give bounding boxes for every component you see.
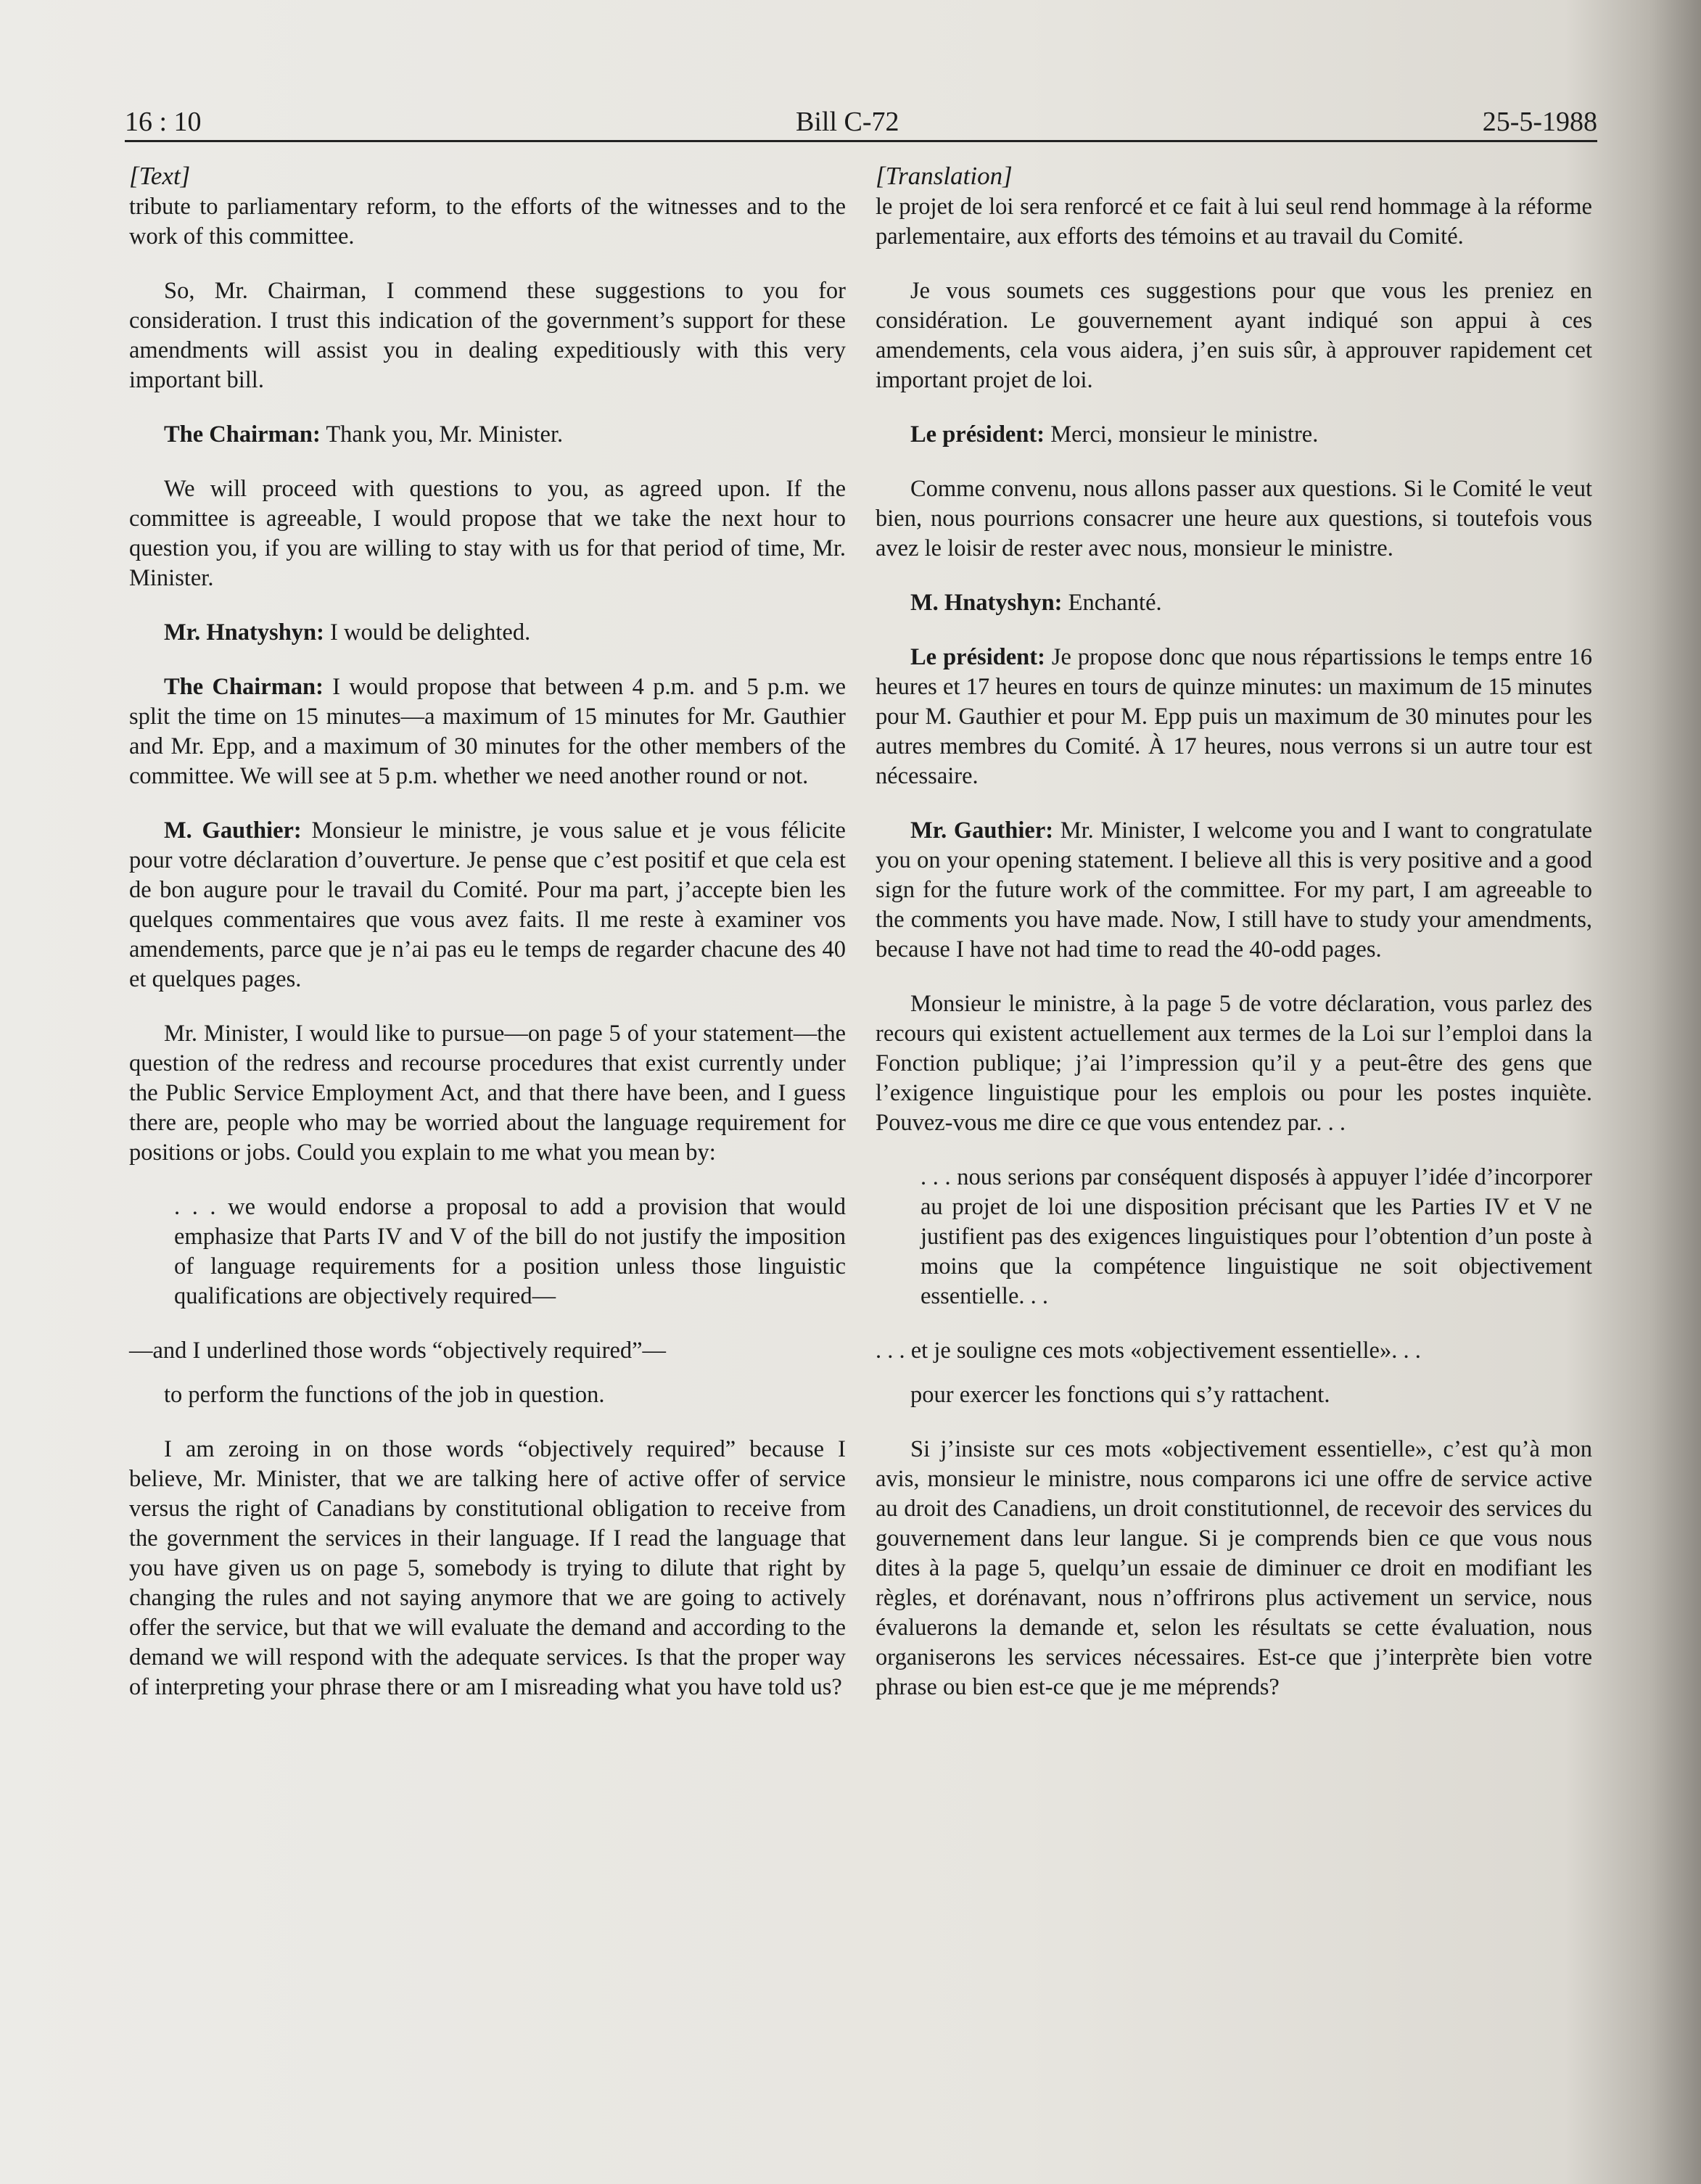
paragraph: —and I underlined those words “objectively required”—: [129, 1338, 667, 1364]
speech-text: I would propose that between 4 p.m. and 5 p.m. we split the time on 15 minutes—a maximum of 15 minutes for Mr. Gauthier and Mr. Epp, and a maximum of 30 minutes for the other members of the committee. We will see at 5 p.m. whether we need another round or not.: [129, 674, 847, 789]
speaker-name: M. Hnatyshyn:: [910, 590, 1063, 616]
quote-continuation: pour exercer les fonctions qui s’y rattachent.: [910, 1382, 1330, 1408]
speech-text: Je propose donc que nous répartissions le temps entre 16 heures et 17 heures en tours de quinze minutes: un maximum de 15 minutes pour M. Gauthier et pour M. Epp puis un maximum de 30 minutes pour les autres membres du Comité. À 17 heures, nous verrons si un autre tour est nécessaire.: [876, 644, 1592, 789]
speech-text: Mr. Minister, I welcome you and I want to congratulate you on your opening statement. I believe all this is very positive and a good sign for the future work of the committee. For my part, I am agreeable to the comments you have made. Now, I still have to study your amendments, because I have not had time to read the 40-odd pages.: [876, 817, 1592, 963]
paragraph: . . . et je souligne ces mots «objectivement essentielle». . .: [876, 1338, 1421, 1364]
paragraph: [876, 643, 1592, 791]
paragraph: le projet de loi sera renforcé et ce fait à lui seul rend hommage à la réforme parlementaire, aux efforts des témoins et au travail du Comité.: [876, 194, 1592, 250]
speech-text: I would be delighted.: [324, 619, 531, 646]
bill-title: Bill C-72: [796, 107, 899, 137]
speaker-name: M. Gauthier:: [164, 817, 302, 844]
paragraph: Si j’insiste sur ces mots «objectivement essentielle», c’est qu’à mon avis, monsieur le ministre, nous comparons ici une offre de service active au droit des Canadiens, un droit constitutionnel, de recevoir des services du gouvernement dans leur langue. Si je comprends bien ce que vous nous dites à la page 5, quelqu’un essaie de diminuer ce droit en modifiant les règles, et dorénavant, nous n’offrirons plus activement un service, nous évaluerons la demande et, selon les résultats se cette évaluation, nous organiserons les services nécessaires. Est-ce que j’interprète bien votre phrase ou bien est-ce que je me méprends?: [876, 1436, 1592, 1700]
paragraph: We will proceed with questions to you, as agreed upon. If the committee is agreeable, I would propose that we take the next hour to question you, if you are willing to stay with us for that period of time, Mr. Minister.: [129, 476, 846, 591]
paragraph: [129, 816, 846, 994]
speech-text: Enchanté.: [1062, 590, 1162, 616]
paragraph: [876, 420, 1592, 450]
paragraph: [129, 618, 846, 648]
speaker-name: Mr. Gauthier:: [910, 817, 1054, 844]
block-quote: . . . we would endorse a proposal to add a provision that would emphasize that Parts IV and V of the bill do not justify the imposition of language requirements for a position unless those linguistic qualifications are objectively required—: [174, 1194, 846, 1309]
paragraph: So, Mr. Chairman, I commend these suggestions to you for consideration. I trust this indication of the government’s support for these amendments will assist you in dealing expeditiously with this very important bill.: [129, 278, 846, 393]
speech-text: Merci, monsieur le ministre.: [1045, 421, 1319, 448]
header-date: 25-5-1988: [1482, 107, 1597, 137]
quote-continuation: to perform the functions of the job in question.: [164, 1382, 605, 1408]
paragraph: [876, 588, 1592, 618]
speaker-name: Le président:: [910, 421, 1045, 448]
paragraph: [129, 420, 846, 450]
speaker-name: The Chairman:: [164, 421, 321, 448]
speech-text: Monsieur le ministre, je vous salue et je vous félicite pour votre déclaration d’ouverture. Je pense que c’est positif et que cela est de bon augure pour le travail du Comité. Pour ma part, j’accepte bien les quelques commentaires que vous avez faits. Il me reste à examiner vos amendements, parce que je n’ai pas eu le temps de regarder chacune des 40 et quelques pages.: [129, 817, 846, 992]
paragraph: tribute to parliamentary reform, to the efforts of the witnesses and to the work of this committee.: [129, 194, 846, 250]
paragraph: Mr. Minister, I would like to pursue—on page 5 of your statement—the question of the redress and recourse procedures that exist currently under the Public Service Employment Act, and that there have been, and I guess there are, people who may be worried about the language requirement for positions or jobs. Could you explain to me what you mean by:: [129, 1021, 846, 1166]
paragraph: Comme convenu, nous allons passer aux questions. Si le Comité le veut bien, nous pourrions consacrer une heure aux questions, si toutefois vous avez le loisir de rester avec nous, monsieur le ministre.: [876, 476, 1592, 561]
speaker-name: Le président:: [910, 644, 1045, 670]
speaker-name: The Chairman:: [164, 674, 324, 700]
column-label-translation: [Translation]: [876, 162, 1013, 190]
column-label-text: [Text]: [129, 162, 191, 190]
page-number: 16 : 10: [125, 107, 202, 137]
page-header: [125, 106, 1597, 142]
english-column: [129, 161, 846, 1727]
speech-text: Thank you, Mr. Minister.: [320, 421, 564, 448]
paragraph: Je vous soumets ces suggestions pour que vous les preniez en considération. Le gouvernement ayant indiqué son appui à ces amendements, cela vous aidera, j’en suis sûr, à approuver rapidement cet important projet de loi.: [876, 278, 1592, 393]
paragraph: I am zeroing in on those words “objectively required” because I believe, Mr. Minister, that we are talking here of active offer of service versus the right of Canadians by constitutional obligation to receive from the government the services in their language. If I read the language that you have given us on page 5, somebody is trying to dilute that right by changing the rules and not saying anymore that we are going to actively offer the service, but that we will evaluate the demand and according to the demand we will respond with the adequate services. Is that the proper way of interpreting your phrase there or am I misreading what you have told us?: [129, 1436, 846, 1700]
block-quote: . . . nous serions par conséquent disposés à appuyer l’idée d’incorporer au projet de loi une disposition précisant que les Parties IV et V ne justifient pas des exigences linguistiques pour l’obtention d’un poste à moins que la compétence linguistique ne soit objectivement essentielle. . .: [920, 1164, 1592, 1309]
paragraph: Monsieur le ministre, à la page 5 de votre déclaration, vous parlez des recours qui existent actuellement aux termes de la Loi sur l’emploi dans la Fonction publique; j’ai l’impression qu’il y a peut-être des gens que l’exigence linguistique pour les emplois ou pour les postes inquiète. Pouvez-vous me dire ce que vous entendez par. . .: [876, 991, 1592, 1136]
paragraph: [129, 672, 846, 791]
speaker-name: Mr. Hnatyshyn:: [164, 619, 324, 646]
paragraph: [876, 816, 1592, 965]
french-column: [876, 161, 1592, 1727]
header-rule: [125, 140, 1597, 142]
